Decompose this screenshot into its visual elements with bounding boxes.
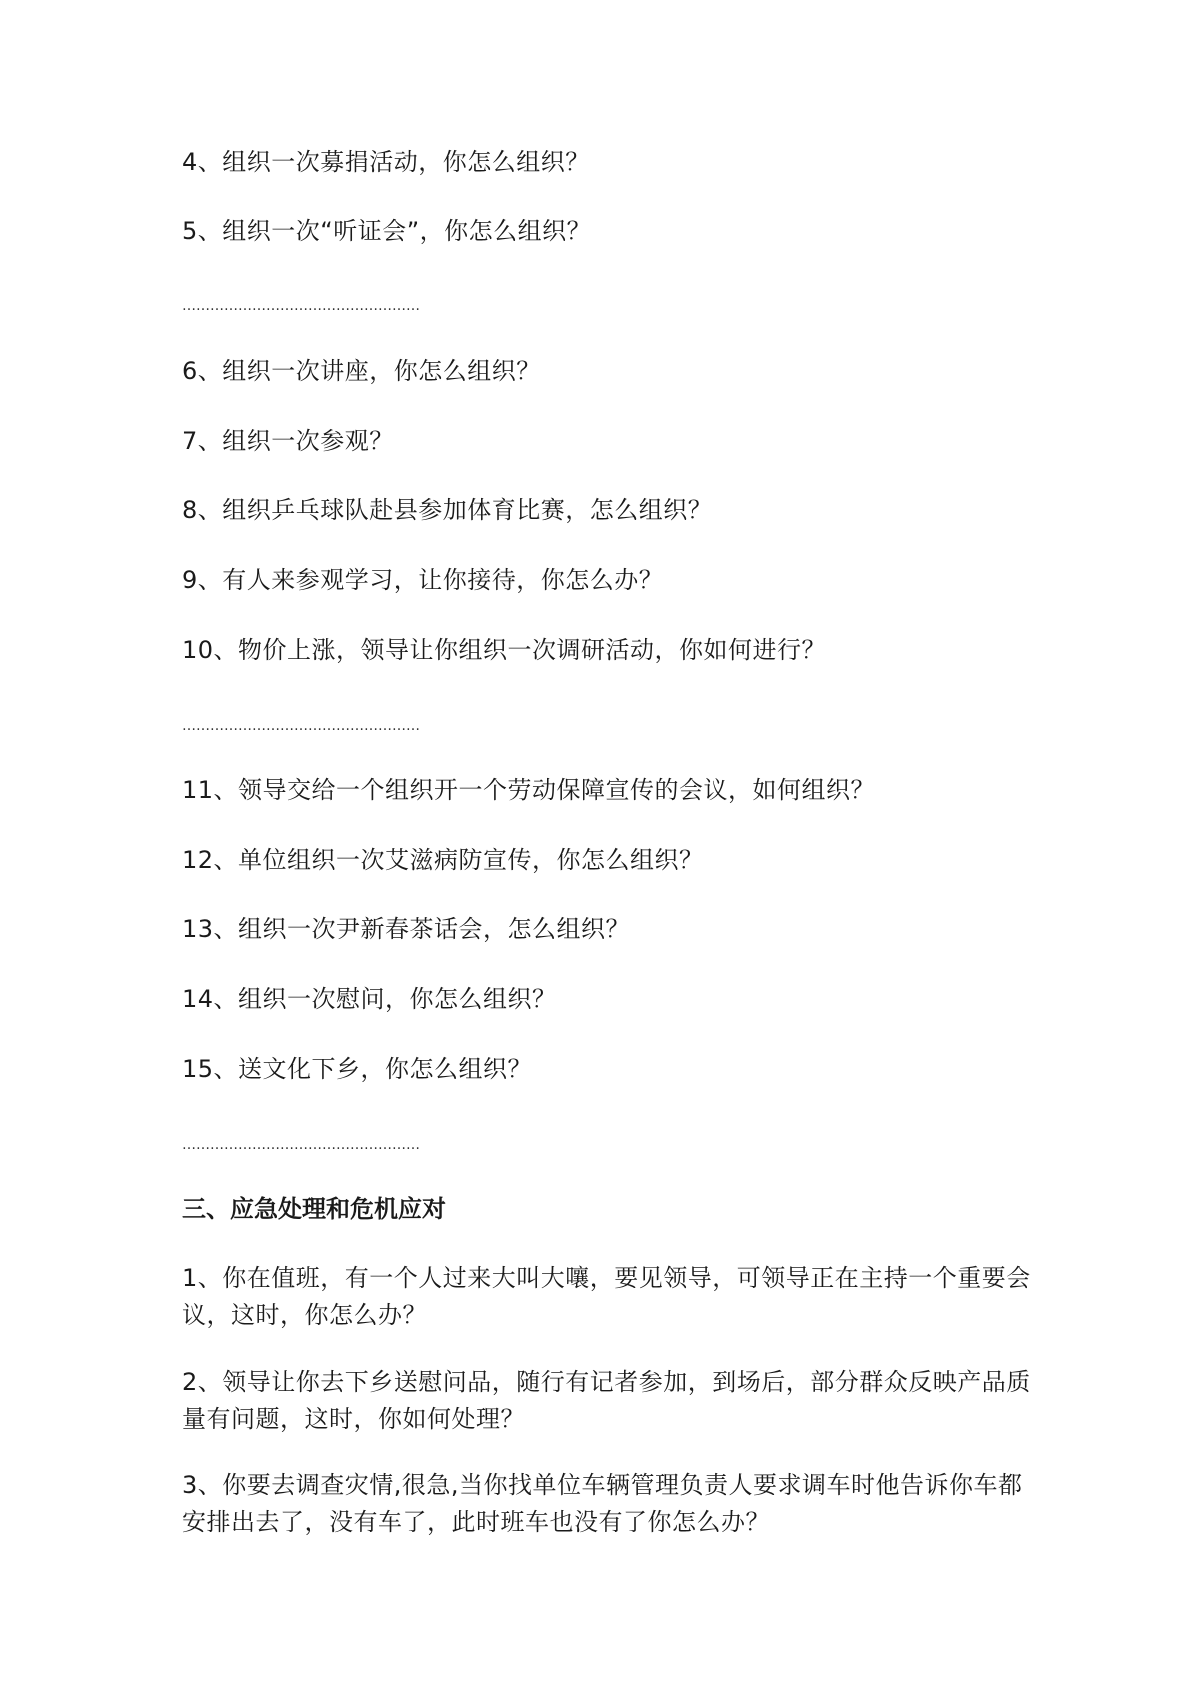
emergency-question-2: 2、领导让你去下乡送慰问品，随行有记者参加，到场后，部分群众反映产品质量有问题，这时，你如何处理？: [182, 1368, 1031, 1433]
question-9: 9、有人来参观学习，让你接待，你怎么办？: [182, 566, 664, 594]
question-12: 12、单位组织一次艾滋病防宣传，你怎么组织？: [182, 846, 704, 874]
emergency-question-3: 3、你要去调查灾情,很急,当你找单位车辆管理负责人要求调车时他告诉你车都安排出去了，没有车了，此时班车也没有了你怎么办？: [182, 1471, 1023, 1536]
question-10: 10、物价上涨，领导让你组织一次调研活动，你如何进行？: [182, 636, 827, 664]
question-4: 4、组织一次募捐活动，你怎么组织？: [182, 148, 590, 176]
question-14: 14、组织一次慰问，你怎么组织？: [182, 985, 557, 1013]
question-8: 8、组织乒乓球队赴县参加体育比赛，怎么组织？: [182, 496, 713, 524]
question-5: 5、组织一次“听证会”，你怎么组织？: [182, 217, 592, 245]
question-15: 15、送文化下乡，你怎么组织？: [182, 1055, 533, 1083]
question-11: 11、领导交给一个组织开一个劳动保障宣传的会议，如何组织？: [182, 776, 876, 804]
question-13: 13、组织一次尹新春茶话会，怎么组织？: [182, 915, 631, 943]
ellipsis-separator-2: ……………………………………………: [182, 718, 420, 734]
question-7: 7、组织一次参观？: [182, 427, 394, 455]
question-6: 6、组织一次讲座，你怎么组织？: [182, 357, 541, 385]
ellipsis-separator-3: ……………………………………………: [182, 1137, 420, 1153]
section-heading: 三、应急处理和危机应对: [182, 1195, 446, 1223]
ellipsis-separator-1: ……………………………………………: [182, 298, 420, 314]
emergency-question-1: 1、你在值班，有一个人过来大叫大嚷，要见领导，可领导正在主持一个重要会议，这时，你怎么办？: [182, 1264, 1031, 1329]
